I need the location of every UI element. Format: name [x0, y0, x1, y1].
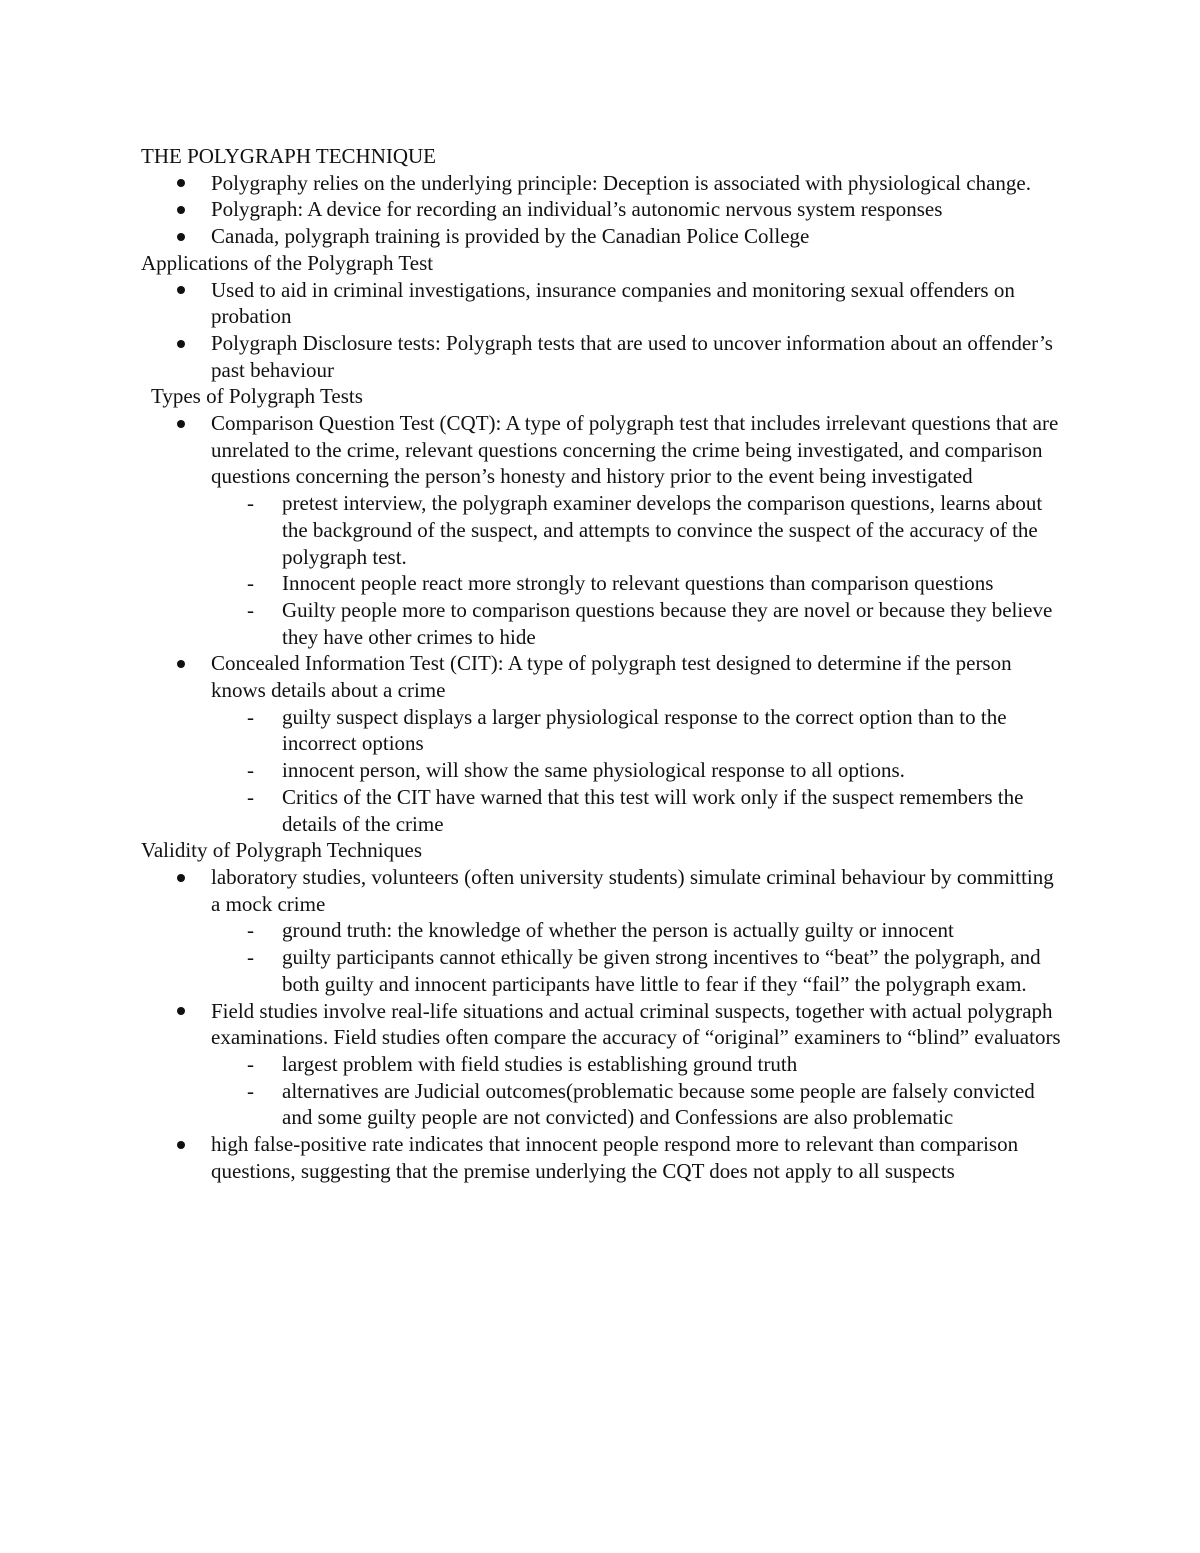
sub-list-item — [211, 490, 1066, 570]
list-item-text: Used to aid in criminal investigations, insurance companies and monitoring sexual offenders on probation — [211, 277, 1015, 329]
list-item — [141, 330, 1066, 383]
sub-item-text: largest problem with field studies is establishing ground truth — [282, 1051, 798, 1076]
list-item-text: Field studies involve real-life situations and actual criminal suspects, together with actual polygraph examinations. Field studies often compare the accuracy of “original” examiners to “blind” evaluators — [211, 998, 1061, 1050]
list-item — [141, 170, 1066, 197]
bullet-list — [141, 170, 1066, 250]
list-item-text: Polygraph: A device for recording an individual’s autonomic nervous system responses — [211, 197, 943, 222]
bullet-icon — [175, 170, 187, 197]
list-item-text: Polygraphy relies on the underlying principle: Deception is associated with physiological change. — [211, 170, 1031, 195]
dash-icon: - — [247, 571, 254, 596]
sub-item-text: ground truth: the knowledge of whether the person is actually guilty or innocent — [282, 918, 954, 943]
bullet-icon — [175, 223, 187, 250]
sub-list-item — [211, 570, 1066, 597]
sub-list-item — [211, 917, 1066, 944]
list-item-text: Comparison Question Test (CQT): A type of polygraph test that includes irrelevant questions that are unrelated to the crime, relevant questions concerning the crime being investigated, and comparison questions concerning the person’s honesty and history prior to the event being investigated — [211, 411, 1059, 489]
sub-list-item — [211, 597, 1066, 650]
bullet-icon — [175, 998, 187, 1025]
list-item — [141, 277, 1066, 330]
bullet-icon — [175, 650, 187, 677]
list-item — [141, 410, 1066, 650]
list-item-text: laboratory studies, volunteers (often university students) simulate criminal behaviour by committing a mock crime — [211, 864, 1054, 916]
bullet-icon — [175, 1131, 187, 1158]
sub-item-text: alternatives are Judicial outcomes(problematic because some people are falsely convicted and some guilty people are not convicted) and Confessions are also problematic — [282, 1078, 1035, 1130]
section-heading: Types of Polygraph Tests — [151, 384, 363, 409]
sub-item-text: guilty suspect displays a larger physiological response to the correct option than to the incorrect options — [282, 704, 1007, 756]
sub-list — [211, 917, 1066, 997]
list-item — [141, 998, 1066, 1132]
document-body — [141, 143, 1066, 1184]
sub-item-text: Guilty people more to comparison questions because they are novel or because they believe they have other crimes to hide — [282, 597, 1053, 649]
dash-icon: - — [247, 945, 254, 970]
sub-item-text: Innocent people react more strongly to relevant questions than comparison questions — [282, 571, 994, 596]
sub-list-item — [211, 704, 1066, 757]
bullet-list — [141, 410, 1066, 837]
list-item-text: Polygraph Disclosure tests: Polygraph tests that are used to uncover information about an offender’s past behaviour — [211, 330, 1053, 382]
list-item — [141, 196, 1066, 223]
list-item-text: Concealed Information Test (CIT): A type of polygraph test designed to determine if the person knows details about a crime — [211, 651, 1012, 703]
dash-icon: - — [247, 758, 254, 783]
section-heading: Applications of the Polygraph Test — [141, 250, 434, 275]
dash-icon: - — [247, 1051, 254, 1076]
dash-icon: - — [247, 784, 254, 809]
sub-list-item — [211, 784, 1066, 837]
bullet-icon — [175, 277, 187, 304]
dash-icon: - — [247, 704, 254, 729]
bullet-icon — [175, 330, 187, 357]
list-item — [141, 864, 1066, 998]
section-heading: THE POLYGRAPH TECHNIQUE — [141, 144, 437, 168]
sub-list-item — [211, 1078, 1066, 1131]
sub-list — [211, 704, 1066, 838]
sub-list-item — [211, 757, 1066, 784]
sub-list-item — [211, 944, 1066, 997]
sub-list — [211, 1051, 1066, 1131]
sub-list — [211, 490, 1066, 650]
sub-item-text: guilty participants cannot ethically be given strong incentives to “beat” the polygraph, and both guilty and innocent participants have little to fear if they “fail” the polygraph exam. — [282, 945, 1041, 996]
sub-item-text: innocent person, will show the same physiological response to all options. — [282, 758, 905, 783]
bullet-icon — [175, 196, 187, 223]
list-item — [141, 1131, 1066, 1184]
dash-icon: - — [247, 597, 254, 622]
dash-icon: - — [247, 918, 254, 943]
list-item-text: high false-positive rate indicates that innocent people respond more to relevant than comparison questions, suggesting that the premise underlying the CQT does not apply to all suspects — [211, 1132, 1019, 1183]
dash-icon: - — [247, 1078, 254, 1103]
sub-list-item — [211, 1051, 1066, 1078]
sub-item-text: Critics of the CIT have warned that this test will work only if the suspect remembers the details of the crime — [282, 784, 1024, 836]
list-item — [141, 650, 1066, 837]
bullet-list — [141, 277, 1066, 384]
bullet-list — [141, 864, 1066, 1184]
list-item-text: Canada, polygraph training is provided by the Canadian Police College — [211, 224, 810, 249]
sub-item-text: pretest interview, the polygraph examiner develops the comparison questions, learns about the background of the suspect, and attempts to convince the suspect of the accuracy of the polygraph test. — [282, 491, 1043, 569]
dash-icon: - — [247, 491, 254, 516]
bullet-icon — [175, 864, 187, 891]
list-item — [141, 223, 1066, 250]
bullet-icon — [175, 410, 187, 437]
section-heading: Validity of Polygraph Techniques — [141, 838, 423, 863]
